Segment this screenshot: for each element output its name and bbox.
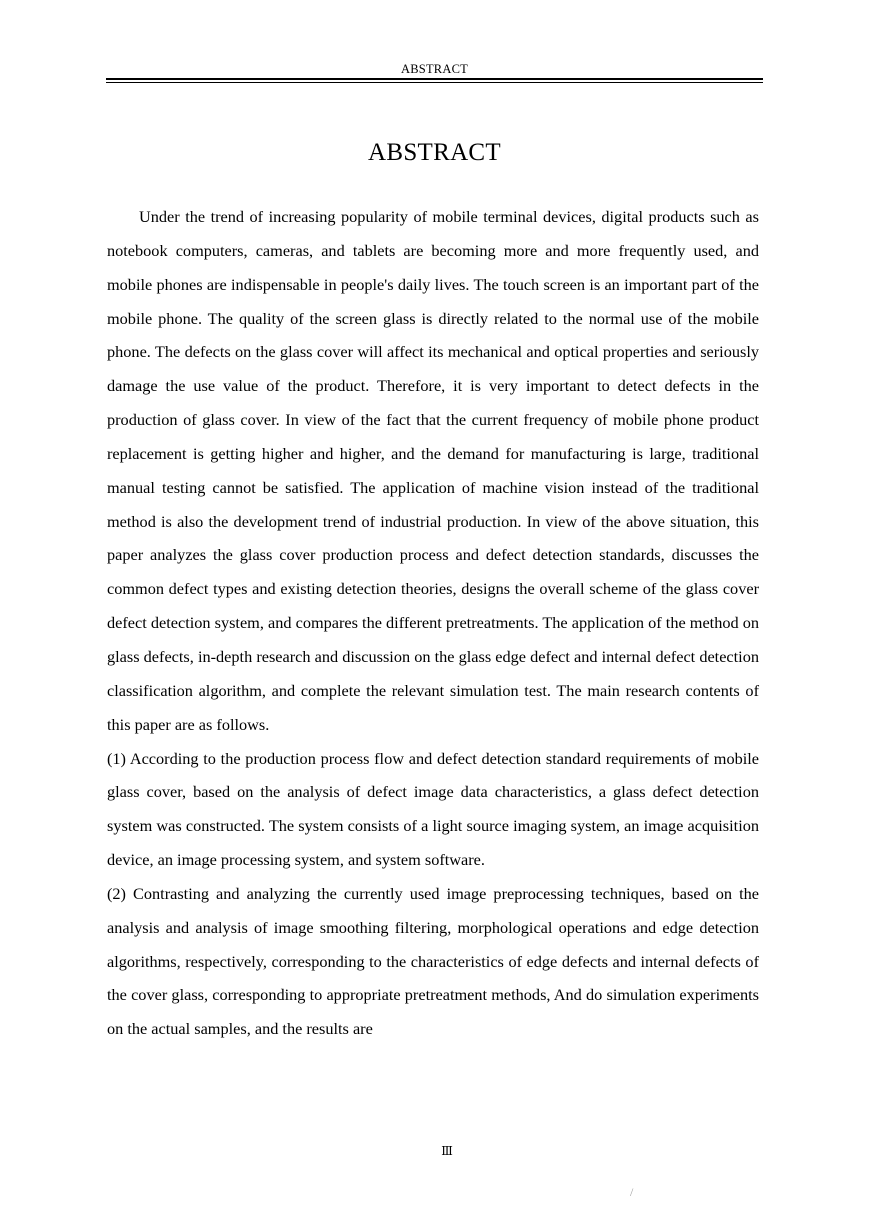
paragraph-item-1: (1) According to the production process flow and defect detection standard requirements of mobile glass cover, based on the analysis of defect image data characteristics, a glass defect detection system was constructed. The system consists of a light source imaging system, an image acquisition device, an image processing system, and system software. [107,748,759,870]
paragraph-item-2: (2) Contrasting and analyzing the currently used image preprocessing techniques, based on the analysis and analysis of image smoothing filtering, morphological operations and edge detection algorithms, respectively, corresponding to the characteristics of edge defects and internal defects of the cover glass, corresponding to appropriate pretreatment methods, And do simulation experiments on the actual samples, and the results are [107,883,759,1039]
paragraph-intro: Under the trend of increasing popularity of mobile terminal devices, digital products such as notebook computers, cameras, and tablets are becoming more and more frequently used, and mobile phones are indispensable in people's daily lives. The touch screen is an important part of the mobile phone. The quality of the screen glass is directly related to the normal use of the mobile phone. The defects on the glass cover will affect its mechanical and optical properties and seriously damage the use value of the product. Therefore, it is very important to detect defects in the production of glass cover. In view of the fact that the current frequency of mobile phone product replacement is getting higher and higher, and the demand for manufacturing is large, traditional manual testing cannot be satisfied. The application of machine vision instead of the traditional method is also the development trend of industrial production. In view of the above situation, this paper analyzes the glass cover production process and defect detection standards, discusses the common defect types and existing detection theories, designs the overall scheme of the glass cover defect detection system, and compares the different pretreatments. The application of the method on glass defects, in-depth research and discussion on the glass edge defect and internal defect detection classification algorithm, and complete the relevant simulation test. The main research contents of this paper are as follows. [107,207,759,734]
page-number: Ⅲ [441,1144,453,1158]
abstract-body [107,200,759,1046]
header-rule-thick [106,78,763,80]
header-rule-thin [106,82,763,83]
page-title: ABSTRACT [368,139,501,166]
running-header: ABSTRACT [401,62,468,76]
footer-mark: / [630,1185,634,1199]
